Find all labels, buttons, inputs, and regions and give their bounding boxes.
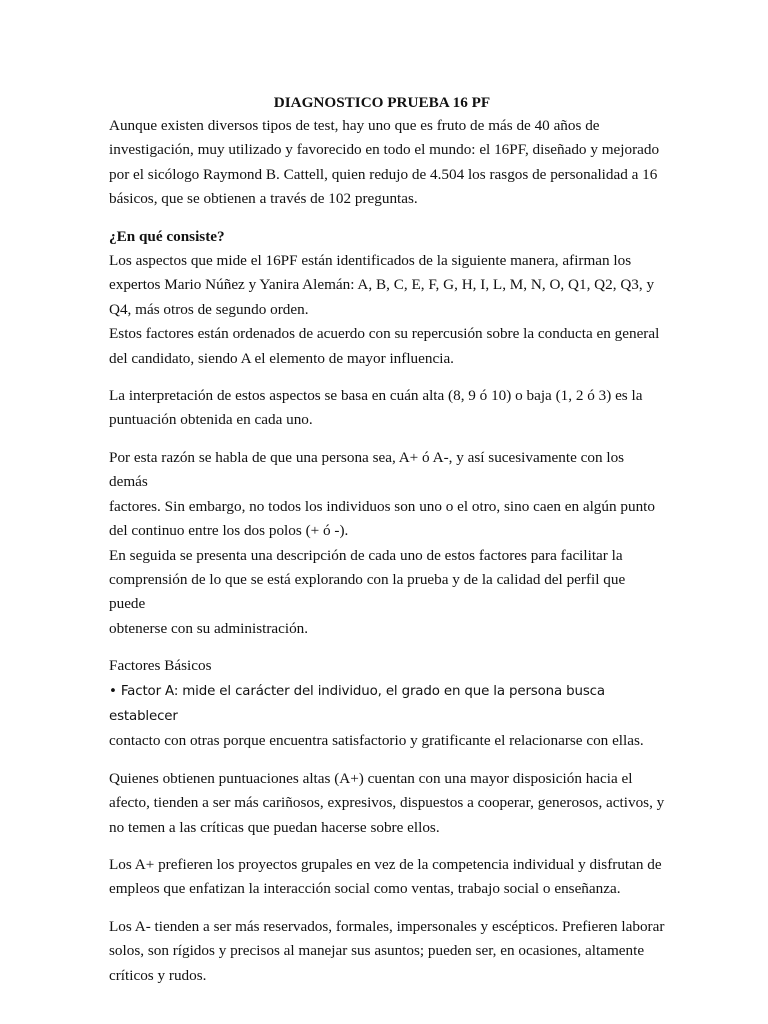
section-heading-consiste: ¿En qué consiste?: [109, 227, 225, 245]
text-line: del candidato, siendo A el elemento de mayor influencia.: [109, 349, 454, 367]
intro-paragraph: [109, 114, 665, 212]
text-line: críticos y rudos.: [109, 966, 207, 984]
text-line: básicos, que se obtienen a través de 102 preguntas.: [109, 190, 418, 208]
section-heading-factores: Factores Básicos: [109, 657, 212, 675]
text-line: En seguida se presenta una descripción de cada uno de estos factores para facilitar la: [109, 546, 623, 564]
factor-a-paragraph: [109, 679, 665, 754]
text-line: Estos factores están ordenados de acuerdo con su repercusión sobre la conducta en general: [109, 325, 660, 343]
interpretacion-paragraph: [109, 384, 665, 433]
a-minus-paragraph: [109, 915, 665, 988]
text-line: empleos que enfatizan la interacción social como ventas, trabajo social o enseñanza.: [109, 880, 621, 898]
text-line: contacto con otras porque encuentra satisfactorio y gratificante el relacionarse con ellas.: [109, 732, 644, 750]
text-line: Los A- tienden a ser más reservados, formales, impersonales y escépticos. Prefieren laborar: [109, 917, 665, 935]
text-line: obtenerse con su administración.: [109, 619, 309, 637]
altas-paragraph: [109, 767, 665, 840]
a-plus-paragraph: [109, 853, 665, 902]
document-body: [109, 92, 665, 988]
consiste-paragraph-2: [109, 322, 665, 371]
razon-paragraph: [109, 446, 665, 544]
text-line: expertos Mario Núñez y Yanira Alemán: A, B, C, E, F, G, H, I, L, M, N, O, Q1, Q2, Q3, y: [109, 276, 655, 294]
text-line: Aunque existen diversos tipos de test, hay uno que es fruto de más de 40 años de: [109, 117, 600, 134]
text-line: no temen a las críticas que puedan hacerse sobre ellos.: [109, 818, 440, 836]
factor-a-bullet: • Factor A: mide el carácter del individuo, el grado en que la persona busca establecer: [109, 683, 605, 724]
text-line: La interpretación de estos aspectos se basa en cuán alta (8, 9 ó 10) o baja (1, 2 ó 3) es la: [109, 387, 643, 405]
text-line: comprensión de lo que se está explorando con la prueba y de la calidad del perfil que puede: [109, 570, 626, 613]
text-line: afecto, tienden a ser más cariñosos, expresivos, dispuestos a cooperar, generosos, activos, y: [109, 794, 665, 812]
text-line: Quienes obtienen puntuaciones altas (A+) cuentan con una mayor disposición hacia el: [109, 769, 633, 787]
text-line: solos, son rígidos y precisos al manejar sus asuntos; pueden ser, en ocasiones, altamente: [109, 942, 645, 960]
text-line: investigación, muy utilizado y favorecido en todo el mundo: el 16PF, diseñado y mejorado: [109, 141, 660, 159]
text-line: puntuación obtenida en cada uno.: [109, 411, 313, 429]
document-title: DIAGNOSTICO PRUEBA 16 PF: [273, 94, 491, 111]
text-line: Los aspectos que mide el 16PF están identificados de la siguiente manera, afirman los: [109, 252, 632, 270]
text-line: Por esta razón se habla de que una persona sea, A+ ó A-, y así sucesivamente con los demás: [109, 448, 625, 491]
text-line: del continuo entre los dos polos (+ ó -).: [109, 522, 349, 540]
consiste-paragraph-1: [109, 249, 665, 322]
seguida-paragraph: [109, 544, 665, 642]
text-line: Q4, más otros de segundo orden.: [109, 300, 309, 318]
text-line: por el sicólogo Raymond B. Cattell, quien redujo de 4.504 los rasgos de personalidad a 16: [109, 165, 658, 183]
text-line: Los A+ prefieren los proyectos grupales en vez de la competencia individual y disfrutan de: [109, 855, 662, 873]
text-line: factores. Sin embargo, no todos los individuos son uno o el otro, sino caen en algún punto: [109, 497, 655, 515]
